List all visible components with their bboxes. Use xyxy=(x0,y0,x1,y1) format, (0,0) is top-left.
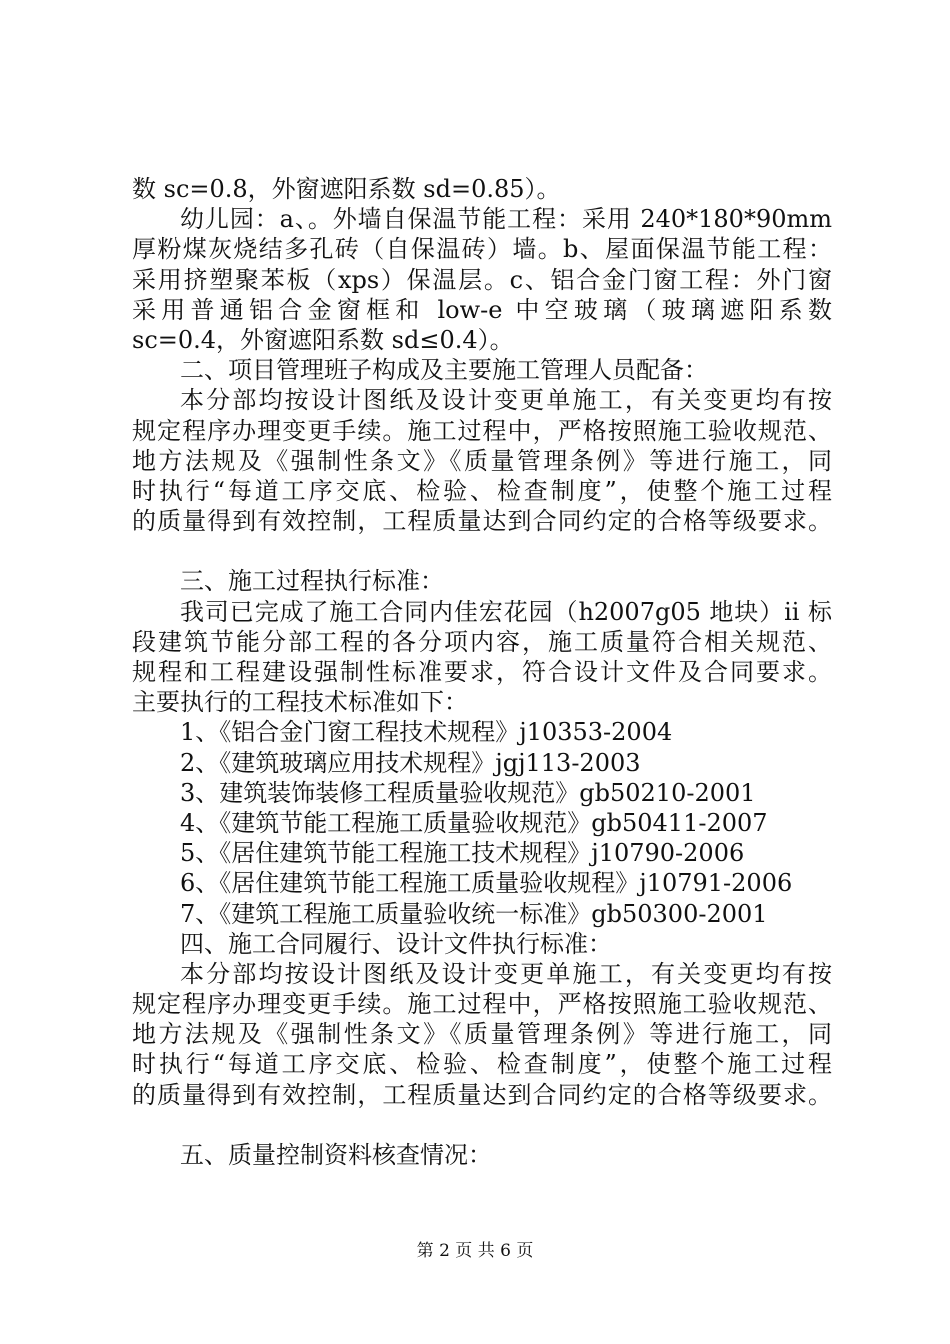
page-number-footer: 第 2 页 共 6 页 xyxy=(416,1241,534,1261)
body-line: 采用普通铝合金窗框和 low-e 中空玻璃（玻璃遮阳系数 xyxy=(132,295,832,324)
body-line: 本分部均按设计图纸及设计变更单施工，有关变更均有按 xyxy=(180,386,832,415)
body-line: 段建筑节能分部工程的各分项内容，施工质量符合相关规范、 xyxy=(132,627,832,656)
list-item: 1、《铝合金门窗工程技术规程》j10353-2004 xyxy=(180,718,673,747)
list-item: 2、《建筑玻璃应用技术规程》jgj113-2003 xyxy=(180,748,641,777)
list-item: 4、《建筑节能工程施工质量验收规范》gb50411-2007 xyxy=(180,808,768,837)
list-item: 3、建筑装饰装修工程质量验收规范》gb50210-2001 xyxy=(180,778,756,807)
section-heading: 三、施工过程执行标准： xyxy=(180,567,444,596)
body-line: 时执行“每道工序交底、检验、检查制度”，使整个施工过程 xyxy=(132,1050,832,1079)
body-line: 厚粉煤灰烧结多孔砖（自保温砖）墙。b、屋面保温节能工程： xyxy=(132,235,832,264)
list-item: 5、《居住建筑节能工程施工技术规程》j10790-2006 xyxy=(180,839,745,868)
blank-line xyxy=(132,536,832,566)
section-heading: 四、施工合同履行、设计文件执行标准： xyxy=(180,929,612,958)
list-item: 6、《居住建筑节能工程施工质量验收规程》j10791-2006 xyxy=(180,869,793,898)
body-line: 的质量得到有效控制，工程质量达到合同约定的合格等级要求。 xyxy=(132,1080,832,1109)
body-line: 规定程序办理变更手续。施工过程中，严格按照施工验收规范、 xyxy=(132,416,832,445)
blank-line xyxy=(132,1110,832,1140)
body-line: 地方法规及《强制性条文》《质量管理条例》等进行施工，同 xyxy=(132,1020,832,1049)
body-line: 的质量得到有效控制，工程质量达到合同约定的合格等级要求。 xyxy=(132,507,832,536)
body-line: 规程和工程建设强制性标准要求，符合设计文件及合同要求。 xyxy=(132,658,832,686)
body-line: 数 sc=0.8，外窗遮阳系数 sd=0.85）。 xyxy=(132,175,561,203)
document-body xyxy=(132,174,832,1170)
body-line: 采用挤塑聚苯板（xps）保温层。c、铝合金门窗工程：外门窗 xyxy=(132,265,832,294)
body-line: 规定程序办理变更手续。施工过程中，严格按照施工验收规范、 xyxy=(132,990,832,1019)
list-item: 7、《建筑工程施工质量验收统一标准》gb50300-2001 xyxy=(180,899,768,928)
body-line: 本分部均按设计图纸及设计变更单施工，有关变更均有按 xyxy=(180,959,832,988)
body-line: 时执行“每道工序交底、检验、检查制度”，使整个施工过程 xyxy=(132,476,832,505)
body-line: sc=0.4，外窗遮阳系数 sd≤0.4）。 xyxy=(132,325,514,354)
section-heading: 二、项目管理班子构成及主要施工管理人员配备： xyxy=(180,356,708,385)
body-line: 幼儿园：a、。外墙自保温节能工程：采用 240*180*90mm xyxy=(180,205,832,234)
section-heading: 五、质量控制资料核查情况： xyxy=(180,1141,492,1169)
body-line: 地方法规及《强制性条文》《质量管理条例》等进行施工，同 xyxy=(132,446,832,475)
body-line: 我司已完成了施工合同内佳宏花园（h2007g05 地块）ii 标 xyxy=(180,597,832,626)
body-line: 主要执行的工程技术标准如下： xyxy=(132,688,468,717)
